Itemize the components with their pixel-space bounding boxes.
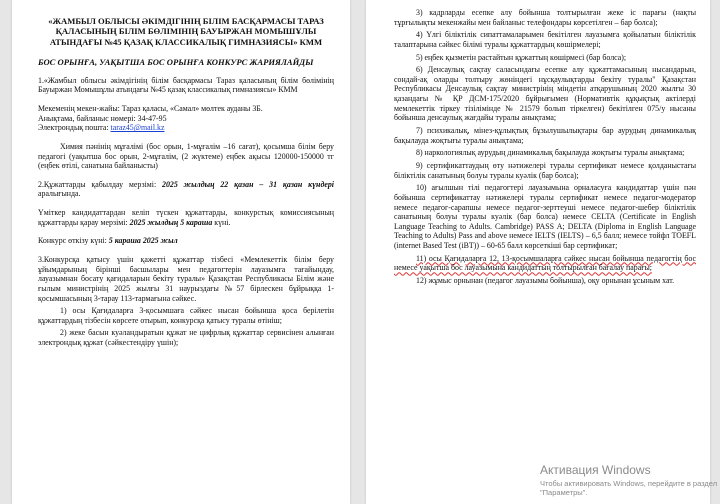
contest-date-line bbox=[38, 236, 334, 246]
review-label: Үміткер кандидаттардан келіп түскен құжаттарды, конкурстық комиссиясының құжаттарды қарау мерзімі: bbox=[38, 208, 334, 227]
document-item-8: 8) наркологиялық аурудың динамикалық бақылауда жоқтығы туралы анықтама; bbox=[416, 148, 685, 158]
windows-activation-watermark bbox=[540, 463, 720, 497]
watermark-title: Активация Windows bbox=[540, 463, 651, 477]
phone-line: Анықтама, байланыс нөмері: 34-47-95 bbox=[38, 113, 167, 123]
deadline-suffix: аралығында. bbox=[38, 189, 81, 199]
review-paragraph bbox=[38, 208, 334, 227]
documents-intro-paragraph: 3.Конкурсқа қатысу үшін қажетті құжаттар тізбесі «Мемлекеттік білім беру ұйымдарының бірінші басшылары мен педагогтерін лауазымға тағайындау, лауазымнан босату қағидаларын бекіту туралы» Қазақстан Республикасы Білім және ғылым министрінің 2025 жылғы 31 наурыздағы №57 бірлескен бұйрыққа 1-қосымшасының 3-тарау 113-тармағына сәйкес. bbox=[38, 255, 334, 303]
email-line bbox=[38, 123, 334, 133]
document-page-right bbox=[366, 0, 710, 504]
deadline-dates: 2025 жылдың 22 қазан – 31 қазан күндері bbox=[162, 179, 334, 189]
document-page-left bbox=[12, 0, 350, 504]
document-item-3: 3) кадрларды есепке алу бойынша толтырылған жеке іс парағы (нақты тұрғылықты мекенжайы мен байланыс телефондары көрсетілген – бар болса); bbox=[394, 8, 696, 27]
left-column bbox=[38, 8, 334, 351]
document-item-10: 10) ағылшын тілі педагогтері лауазымына орналасуға кандидаттар үшін пән бойынша сертификаттау нәтижелері туралы сертификат немесе педагог-модератор немесе педагог-сарапшы немесе педагог-зерттеуші немесе педагог-шебер біліктілік санатының болуы туралы куәлік (бар болса) немесе CELTA (Certificate in English Language Teaching to Adults. Cambridge) PASS A; DELTA (Diploma in English Language Teaching to Adults) Pass and above немесе IELTS (IELTS) – 6,5 балл; немесе тойфл TOEFL (internet Based Test (iBT)) – 60-65 балл көрсеткіші бар сертификат; bbox=[394, 183, 696, 251]
organization-paragraph: 1.«Жамбыл облысы әкімдігінің білім басқармасы Тараз қаласының білім бөлімінің Бауыржан Момышұлы атындағы №45 қазақ классикалық гимназиясы» КММ bbox=[38, 75, 334, 95]
document-item-4: 4) Үлгі біліктілік сипаттамаларымен бекітілген лауазымға қойылатын біліктілік талаптарына сәйкес білімі туралы құжаттардың көшірмелері; bbox=[394, 30, 696, 49]
announcement-heading: БОС ОРЫНҒА, УАҚЫТША БОС ОРЫНҒА КОНКУРС ЖАРИЯЛАЙДЫ bbox=[38, 56, 314, 67]
vacancy-paragraph: Химия пәнінің мұғалімі (бос орын, 1-мұғалім –16 сағат), қосымша білім беру педагогі (уақытша бос орын, 2-мұғалім, (2 жүктеме) еңбек ақысы 120000-150000 тг (еңбек өтілі, санатына байланысты) bbox=[38, 141, 334, 171]
contest-label: Конкурс өткізу күні: bbox=[38, 236, 109, 246]
watermark-subtitle: Чтобы активировать Windows, перейдите в раздел "Параметры". bbox=[540, 479, 718, 497]
address-line: Мекеменің мекен-жайы: Тараз қаласы, «Самал» мөлтек ауданы 3Б. bbox=[38, 103, 263, 113]
document-item-2: 2) жеке басын куәландыратын құжат не цифрлық құжаттар сервисінен алынған электрондық құжат (сәйкестендіру үшін); bbox=[38, 328, 334, 348]
document-item-7: 7) психикалық, мінез-құлықтық бұзылушылықтары бар аурудың динамикалық бақылауда жоқтығы туралы анықтама; bbox=[394, 126, 696, 145]
email-link[interactable]: taraz45@mail.kz bbox=[110, 123, 165, 133]
review-suffix: күні. bbox=[212, 217, 231, 227]
document-item-5: 5) еңбек қызметін растайтын құжаттың көшірмесі (бар болса); bbox=[416, 52, 627, 62]
document-item-1: 1) осы Қағидаларға 3-қосымшаға сәйкес нысан бойынша қоса берілетін құжаттардың тізбесін көрсете отырып, конкурсқа қатысу туралы өтініш; bbox=[38, 306, 334, 325]
document-title: «ЖАМБЫЛ ОБЛЫСЫ ӘКІМДІГІНІҢ БІЛІМ БАСҚАРМАСЫ ТАРАЗ ҚАЛАСЫНЫҢ БІЛІМ БӨЛІМІНІҢ БАУЫРЖАН МОМЫШҰЛЫ АТЫНДАҒЫ №45 ҚАЗАҚ КЛАССИКАЛЫҚ ГИМНАЗИЯСЫ» КММ bbox=[48, 16, 324, 47]
deadline-paragraph bbox=[38, 180, 334, 199]
right-column bbox=[394, 8, 696, 289]
document-item-9: 9) сертификаттаудың өту нәтижелері туралы сертификат немесе қолданыстағы біліктілік санатының болуы туралы куәлік (бар болса); bbox=[394, 160, 696, 180]
document-item-12: 12) жұмыс орнынан (педагог лауазымы бойынша), оқу орнынан ұсыным хат. bbox=[416, 276, 675, 286]
review-date: 2025 жылдың 5 караша bbox=[129, 217, 213, 227]
document-item-11: 11) осы Қағидаларға 12, 13-қосымшаларға сәйкес нысан бойынша педагогтің бос немесе уақытша бос лауазымына кандидаттың толтырылған бағалау парағы; bbox=[394, 253, 696, 273]
contest-date: 5 караша 2025 жыл bbox=[108, 236, 178, 246]
document-item-6: 6) Денсаулық сақтау саласындағы есепке алу құжаттамасының нысандарын, сондай-ақ оларды толтыру жөніндегі нұсқаулықтарды бекіту туралы" Қазақстан Республикасы Денсаулық сақтау министрінің міндетін атқарушының 2020 жылғы 30 қазандағы № ҚР ДСМ-175/2020 бұйрығымен (Нормативтік құқықтық актілерді мемлекеттік тіркеу тізілімінде № 21579 болып тіркелген) бекітілген 075/у нысаны бойынша денсаулық жағдайы туралы анықтама; bbox=[394, 65, 696, 123]
deadline-label: 2.Құжаттарды қабылдау мерзімі: bbox=[38, 179, 163, 189]
email-label: Электрондық пошта: bbox=[38, 123, 111, 133]
